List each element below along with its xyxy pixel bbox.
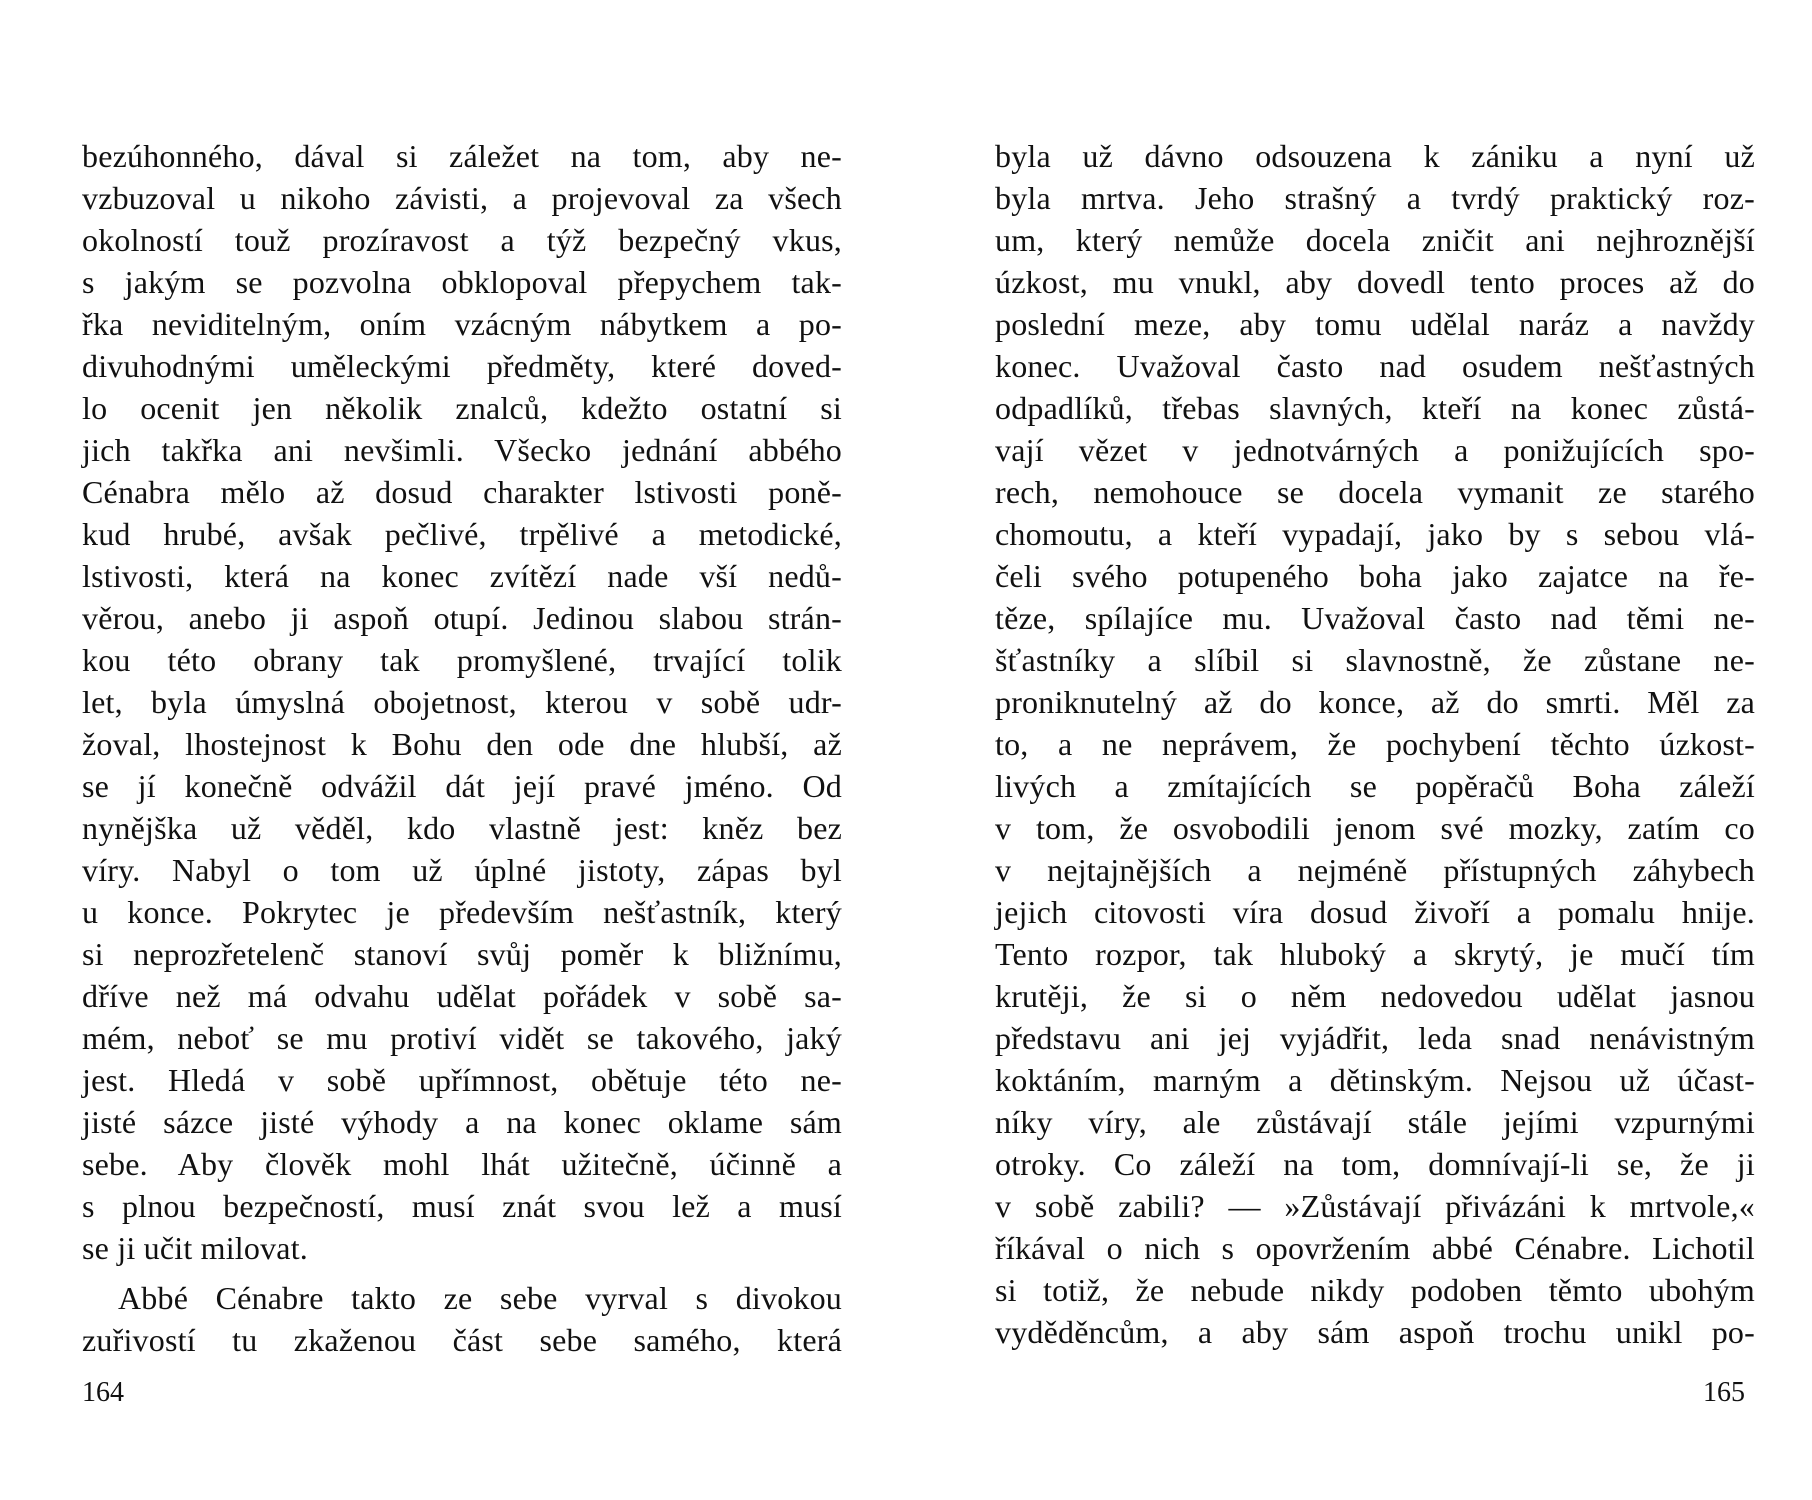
right-line-12: těze, spílajíce mu. Uvažoval často nad těmi ne- bbox=[995, 600, 1755, 636]
page-number-right: 165 bbox=[1703, 1377, 1745, 1408]
left-line-26: s plnou bezpečností, musí znát svou lež a musí bbox=[82, 1188, 842, 1224]
left-line-14: let, byla úmyslná obojetnost, kterou v sobě udr- bbox=[82, 684, 842, 720]
right-line-16: livých a zmítajících se popěračů Boha záleží bbox=[995, 768, 1755, 804]
left-line-6: divuhodnými uměleckými předměty, které doved- bbox=[82, 348, 842, 384]
left-line-11: lstivosti, která na konec zvítězí nade vší nedů- bbox=[82, 558, 842, 594]
right-line-13: šťastníky a slíbil si slavnostně, že zůstane ne- bbox=[995, 642, 1755, 678]
right-line-18: v nejtajnějších a nejméně přístupných záhybech bbox=[995, 852, 1755, 888]
page-number-left: 164 bbox=[82, 1377, 124, 1408]
left-line-16: se jí konečně odvážil dát její pravé jméno. Od bbox=[82, 768, 842, 804]
right-page-body bbox=[995, 135, 1755, 1353]
right-line-11: čeli svého potupeného boha jako zajatce na ře- bbox=[995, 558, 1755, 594]
left-line-23: jest. Hledá v sobě upřímnost, obětuje této ne- bbox=[82, 1062, 842, 1098]
left-para2-line-1: Abbé Cénabre takto ze sebe vyrval s divokou bbox=[118, 1280, 842, 1316]
left-line-17: nynějška už věděl, kdo vlastně jest: kněz bez bbox=[82, 810, 842, 846]
right-line-19: jejich citovosti víra dosud živoří a pomalu hnije. bbox=[995, 894, 1755, 930]
left-line-18: víry. Nabyl o tom už úplné jistoty, zápas byl bbox=[82, 852, 842, 888]
right-line-9: rech, nemohouce se docela vymanit ze starého bbox=[995, 474, 1755, 510]
left-line-9: Cénabra mělo až dosud charakter lstivosti poně- bbox=[82, 474, 842, 510]
left-line-8: jich takřka ani nevšimli. Všecko jednání abbého bbox=[82, 432, 842, 468]
right-line-1: byla už dávno odsouzena k zániku a nyní už bbox=[995, 138, 1755, 174]
left-line-10: kud hrubé, avšak pečlivé, trpělivé a metodické, bbox=[82, 516, 842, 552]
right-line-29: vyděděncům, a aby sám aspoň trochu unikl po- bbox=[995, 1314, 1755, 1350]
right-line-17: v tom, že osvobodili jenom své mozky, zatím co bbox=[995, 810, 1755, 846]
left-line-25: sebe. Aby člověk mohl lhát užitečně, účinně a bbox=[82, 1146, 842, 1182]
left-line-12: věrou, anebo ji aspoň otupí. Jedinou slabou strán- bbox=[82, 600, 842, 636]
left-line-27: se ji učit milovat. bbox=[82, 1230, 308, 1266]
left-line-21: dříve než má odvahu udělat pořádek v sobě sa- bbox=[82, 978, 842, 1014]
right-line-22: představu ani jej vyjádřit, leda snad nenávistným bbox=[995, 1020, 1755, 1056]
right-line-8: vají vězet v jednotvárných a ponižujících spo- bbox=[995, 432, 1755, 468]
paragraph-gap bbox=[82, 1269, 842, 1277]
left-line-13: kou této obrany tak promyšlené, trvající tolik bbox=[82, 642, 842, 678]
left-line-4: s jakým se pozvolna obklopoval přepychem tak- bbox=[82, 264, 842, 300]
left-line-24: jisté sázce jisté výhody a na konec oklame sám bbox=[82, 1104, 842, 1140]
right-line-10: chomoutu, a kteří vypadají, jako by s sebou vlá- bbox=[995, 516, 1755, 552]
right-line-14: proniknutelný až do konce, až do smrti. Měl za bbox=[995, 684, 1755, 720]
left-line-1: bezúhonného, dával si záležet na tom, aby ne- bbox=[82, 138, 842, 174]
left-page-body bbox=[82, 135, 842, 1361]
left-line-15: žoval, lhostejnost k Bohu den ode dne hlubší, až bbox=[82, 726, 842, 762]
right-line-3: um, který nemůže docela zničit ani nejhroznější bbox=[995, 222, 1755, 258]
left-line-3: okolností touž prozíravost a týž bezpečný vkus, bbox=[82, 222, 842, 258]
right-line-28: si totiž, že nebude nikdy podoben těmto ubohým bbox=[995, 1272, 1755, 1308]
left-line-7: lo ocenit jen několik znalců, kdežto ostatní si bbox=[82, 390, 842, 426]
left-line-2: vzbuzoval u nikoho závisti, a projevoval za všech bbox=[82, 180, 842, 216]
right-line-24: níky víry, ale zůstávají stále jejími vzpurnými bbox=[995, 1104, 1755, 1140]
right-line-2: byla mrtva. Jeho strašný a tvrdý praktický roz- bbox=[995, 180, 1755, 216]
right-line-20: Tento rozpor, tak hluboký a skrytý, je mučí tím bbox=[995, 936, 1755, 972]
right-line-4: úzkost, mu vnukl, aby dovedl tento proces až do bbox=[995, 264, 1755, 300]
right-line-27: říkával o nich s opovržením abbé Cénabre. Lichotil bbox=[995, 1230, 1755, 1266]
right-line-25: otroky. Co záleží na tom, domnívají-li se, že ji bbox=[995, 1146, 1755, 1182]
left-para2-line-2: zuřivostí tu zkaženou část sebe samého, která bbox=[82, 1322, 842, 1358]
right-line-21: krutěji, že si o něm nedovedou udělat jasnou bbox=[995, 978, 1755, 1014]
right-line-6: konec. Uvažoval často nad osudem nešťastných bbox=[995, 348, 1755, 384]
left-line-19: u konce. Pokrytec je především nešťastník, který bbox=[82, 894, 842, 930]
right-line-5: poslední meze, aby tomu udělal naráz a navždy bbox=[995, 306, 1755, 342]
left-line-22: mém, neboť se mu protiví vidět se takového, jaký bbox=[82, 1020, 842, 1056]
left-line-20: si neprozřetelenč stanoví svůj poměr k bližnímu, bbox=[82, 936, 842, 972]
right-line-15: to, a ne neprávem, že pochybení těchto úzkost- bbox=[995, 726, 1755, 762]
left-line-5: řka neviditelným, oním vzácným nábytkem a po- bbox=[82, 306, 842, 342]
right-line-26: v sobě zabili? — »Zůstávají přivázáni k mrtvole,« bbox=[995, 1188, 1755, 1224]
right-line-23: koktáním, marným a dětinským. Nejsou už účast- bbox=[995, 1062, 1755, 1098]
right-line-7: odpadlíků, třebas slavných, kteří na konec zůstá- bbox=[995, 390, 1755, 426]
